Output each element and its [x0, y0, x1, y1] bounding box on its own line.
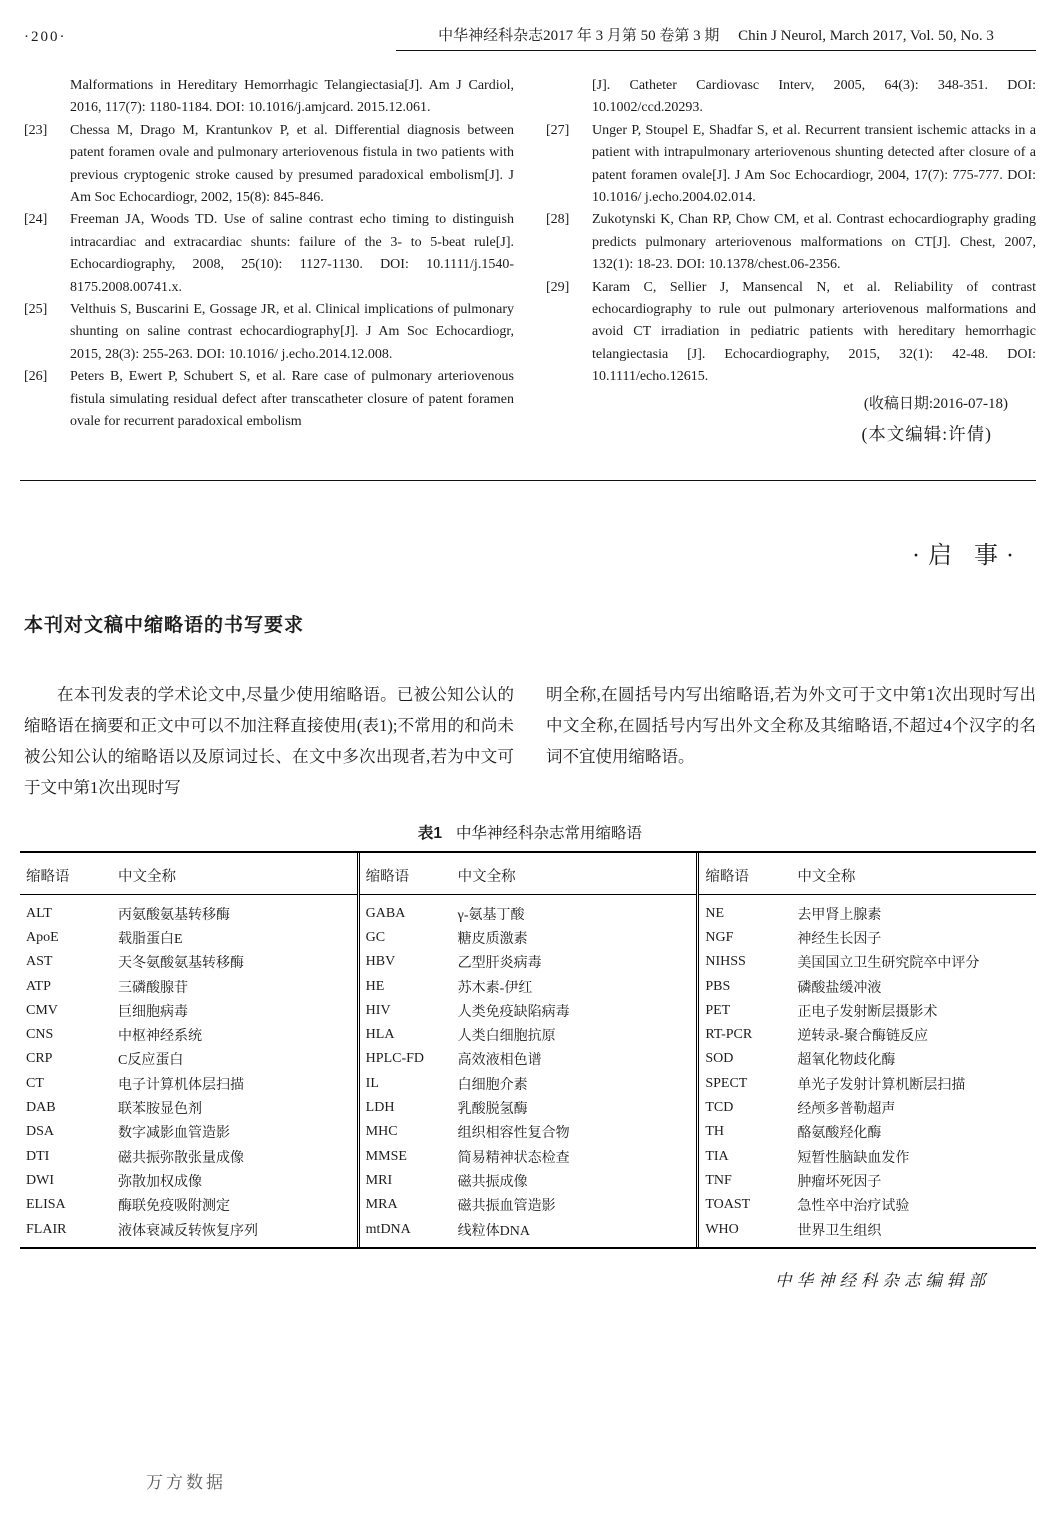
name-cell: 液体衰减反转恢复序列	[118, 1223, 258, 1239]
abbr-cell: MMSE	[365, 1148, 407, 1164]
references-section	[24, 75, 1036, 446]
abbr-cell: PBS	[705, 978, 731, 994]
reference-text: Freeman JA, Woods TD. Use of saline contrast echo timing to distinguish intracardiac and extracardiac shunts: failure of the 3- to 5-beat rule[J]. Echocardiography, 2008, 25(10): 1127-1130. DOI: 10.1111/j.1540-8175.2008.00741.x.	[70, 212, 514, 295]
abbr-cell: TCD	[705, 1100, 734, 1116]
abbr-cell: SOD	[705, 1051, 734, 1067]
column-header-name: 中文全称	[797, 868, 856, 885]
table-row	[20, 974, 357, 998]
abbr-cell: MHC	[365, 1124, 398, 1140]
table-title	[24, 821, 1036, 843]
abbr-cell: TOAST	[705, 1197, 751, 1213]
reference-number: [26]	[24, 369, 48, 385]
table-row	[699, 999, 1036, 1023]
name-cell: 乳酸脱氢酶	[457, 1102, 528, 1118]
reference-text: Velthuis S, Buscarini E, Gossage JR, et al. Clinical implications of pulmonary shunting on saline contrast echocardiography[J]. J Am Soc Echocardiogr, 2015, 28(3): 255-263. DOI: 10.1016/ j.echo.2014.12.008.	[70, 302, 514, 362]
column-header-abbr: 缩略语	[365, 868, 410, 885]
reference-text: Chessa M, Drago M, Krantunkov P, et al. Differential diagnosis between patent foramen ovale and pulmonary arteriovenous fistula in two patients with previous cryptogenic stroke caused by presumed paradoxical embolism[J]. J Am Soc Echocardiogr, 2002, 15(8): 845-846.	[70, 122, 514, 206]
name-cell: 去甲肾上腺素	[797, 907, 882, 923]
notice-paragraph-right: 明全称,在圆括号内写出缩略语,若为外文可于文中第1次出现时写出中文全称,在圆括号内写出外文全称及其缩略语,不超过4个汉字的名词不宜使用缩略语。	[546, 684, 1036, 766]
table-group-1	[20, 853, 357, 1247]
name-cell: 酶联免疫吸附测定	[118, 1199, 230, 1215]
reference-item	[546, 277, 1036, 389]
reference-number	[546, 75, 592, 120]
table-row	[699, 1193, 1036, 1217]
reference-text: [J]. Catheter Cardiovasc Interv, 2005, 64(3): 348-351. DOI: 10.1002/ccd.20293.	[592, 78, 1036, 116]
abbr-cell: LDH	[365, 1100, 395, 1116]
name-cell: 高效液相色谱	[457, 1053, 542, 1069]
abbr-cell: TH	[705, 1124, 725, 1140]
reference-text: Zukotynski K, Chan RP, Chow CM, et al. Contrast echocardiography grading predicts pulmonary arteriovenous malformations on CT[J]. Chest, 2007, 132(1): 18-23. DOI: 10.1378/chest.06-2356.	[592, 212, 1036, 273]
table-group-3	[696, 853, 1036, 1247]
reference-text: Malformations in Hereditary Hemorrhagic Telangiectasia[J]. Am J Cardiol, 2016, 117(7): 1180-1184. DOI: 10.1016/j.amjcard. 2015.12.061.	[70, 78, 514, 116]
notice-body	[24, 679, 1036, 803]
section-divider	[20, 480, 1036, 481]
abbr-cell: GC	[365, 929, 386, 945]
references-list-right	[546, 75, 1036, 389]
abbr-cell: DAB	[26, 1100, 56, 1116]
abbr-cell: NIHSS	[705, 954, 746, 970]
abbr-cell: MRI	[365, 1172, 393, 1188]
table-row	[360, 1144, 697, 1168]
table-header-row	[20, 853, 357, 895]
table-row	[360, 1193, 697, 1217]
name-cell: 神经生长因子	[797, 931, 882, 947]
table-row	[699, 1096, 1036, 1120]
reference-item	[546, 75, 1036, 120]
abbr-cell: HE	[365, 978, 385, 994]
references-column-left	[24, 75, 514, 446]
page-header	[24, 24, 1036, 51]
reference-number: [24]	[24, 212, 48, 228]
table-row	[20, 1169, 357, 1193]
table-row	[699, 1023, 1036, 1047]
abbr-cell: NE	[705, 905, 725, 921]
abbr-cell: DSA	[26, 1124, 55, 1140]
abbr-cell: HIV	[365, 1002, 391, 1018]
table-group-2	[357, 853, 697, 1247]
table-row	[699, 1169, 1036, 1193]
abbr-cell: HLA	[365, 1027, 395, 1043]
table-row	[699, 974, 1036, 998]
name-cell: 苏木素-伊红	[457, 980, 533, 996]
reference-item	[24, 120, 514, 210]
table-row	[360, 1023, 697, 1047]
table-row	[20, 902, 357, 926]
table-row	[699, 1120, 1036, 1144]
name-cell: 酪氨酸羟化酶	[797, 1126, 882, 1142]
name-cell: 短暂性脑缺血发作	[797, 1150, 910, 1166]
name-cell: 超氧化物歧化酶	[797, 1053, 896, 1069]
name-cell: 巨细胞病毒	[118, 1004, 188, 1020]
name-cell: 数字减影血管造影	[118, 1126, 230, 1142]
table-body	[360, 895, 697, 1247]
abbr-cell: CT	[26, 1075, 44, 1091]
abbr-cell: HPLC-FD	[365, 1051, 425, 1067]
name-cell: 组织相容性复合物	[457, 1126, 570, 1142]
abbr-cell: IL	[365, 1075, 379, 1091]
abbr-cell: MRA	[365, 1197, 398, 1213]
table-row	[20, 1144, 357, 1168]
abbr-cell: ALT	[26, 905, 52, 921]
table-row	[360, 999, 697, 1023]
reference-number: [29]	[546, 279, 570, 295]
name-cell: 磷酸盐缓冲液	[797, 980, 882, 996]
name-cell: 逆转录-聚合酶链反应	[797, 1029, 929, 1045]
table-row	[20, 950, 357, 974]
name-cell: 三磷酸腺苷	[118, 980, 188, 996]
name-cell: 天冬氨酸氨基转移酶	[118, 956, 244, 972]
reference-text: Karam C, Sellier J, Mansencal N, et al. Reliability of contrast echocardiography to rule out pulmonary arteriovenous malformations and avoid CT irradiation in pediatric patients with hereditary hemorrhagic telangiectasia [J]. Echocardiography, 2015, 32(1): 42-48. DOI: 10.1111/echo.12615.	[592, 279, 1036, 385]
table-row	[699, 902, 1036, 926]
abbr-cell: GABA	[365, 905, 406, 921]
name-cell: 经颅多普勒超声	[797, 1102, 896, 1118]
page-number: ·200·	[24, 29, 67, 45]
column-header-name: 中文全称	[118, 868, 176, 885]
reference-text: Peters B, Ewert P, Schubert S, et al. Rare case of pulmonary arteriovenous fistula simulating residual defect after transcatheter closure of patent foramen ovale for recurrent paradoxical embolism	[70, 369, 514, 430]
editor-note: (本文编辑:许倩)	[861, 424, 992, 445]
name-cell: 乙型肝炎病毒	[457, 956, 542, 972]
references-column-right	[546, 75, 1036, 446]
reference-text: Unger P, Stoupel E, Shadfar S, et al. Recurrent transient ischemic attacks in a patient with intrapulmonary arteriovenous shunting detected after closure of a patent foramen ovale[J]. J Am Soc Echocardiogr, 2004, 17(7): 775-777. DOI: 10.1016/ j.echo.2004.02.014.	[592, 122, 1036, 206]
notice-paragraph-left: 在本刊发表的学术论文中,尽量少使用缩略语。已被公知公认的缩略语在摘要和正文中可以不加注释直接使用(表1);不常用的和尚未被公知公认的缩略语以及原词过长、在文中多次出现者,若为中文可于文中第1次出现时写	[24, 684, 514, 797]
reference-item	[546, 209, 1036, 276]
reference-number: [28]	[546, 212, 570, 228]
table-row	[20, 1120, 357, 1144]
name-cell: C反应蛋白	[118, 1053, 184, 1069]
abbreviation-table	[20, 851, 1036, 1249]
abbr-cell: ELISA	[26, 1197, 66, 1213]
table-row	[699, 926, 1036, 950]
name-cell: 正电子发射断层摄影术	[797, 1004, 938, 1020]
name-cell: 丙氨酸氨基转移酶	[118, 907, 230, 923]
table-row	[360, 902, 697, 926]
reference-item	[24, 75, 514, 120]
name-cell: 中枢神经系统	[118, 1029, 202, 1045]
abbr-cell: CRP	[26, 1051, 53, 1067]
column-header-name: 中文全称	[457, 868, 516, 885]
abbr-cell: WHO	[705, 1221, 739, 1237]
table-row	[20, 1217, 357, 1241]
name-cell: 肿瘤坏死因子	[797, 1174, 882, 1190]
notice-badge: ·启 事·	[912, 542, 1022, 569]
table-label: 表1	[417, 824, 443, 842]
table-row	[360, 1072, 697, 1096]
name-cell: 载脂蛋白E	[118, 931, 183, 947]
abbr-cell: TNF	[705, 1172, 732, 1188]
reference-number: [27]	[546, 122, 570, 138]
table-header-row	[360, 853, 697, 895]
table-row	[699, 1217, 1036, 1241]
table-row	[360, 926, 697, 950]
abbr-cell: ATP	[26, 978, 51, 994]
table-row	[699, 1144, 1036, 1168]
reference-item	[24, 366, 514, 433]
name-cell: 白细胞介素	[457, 1077, 528, 1093]
abbr-cell: DTI	[26, 1148, 50, 1164]
name-cell: 磁共振血管造影	[457, 1199, 556, 1215]
table-row	[360, 1096, 697, 1120]
table-row	[20, 999, 357, 1023]
name-cell: 电子计算机体层扫描	[118, 1077, 244, 1093]
table-body	[20, 895, 357, 1247]
abbr-cell: CMV	[26, 1002, 58, 1018]
abbr-cell: CNS	[26, 1027, 54, 1043]
abbr-cell: ApoE	[26, 929, 59, 945]
received-date: (收稿日期:2016-07-18)	[863, 395, 1008, 412]
name-cell: 弥散加权成像	[118, 1174, 202, 1190]
reference-item	[546, 120, 1036, 210]
reference-number: [23]	[24, 122, 48, 138]
name-cell: 联苯胺显色剂	[118, 1102, 202, 1118]
abbr-cell: DWI	[26, 1172, 54, 1188]
name-cell: 世界卫生组织	[797, 1223, 882, 1239]
table-row	[20, 1047, 357, 1071]
abbr-cell: TIA	[705, 1148, 729, 1164]
watermark: 万方数据	[146, 1473, 226, 1492]
reference-number	[24, 75, 70, 120]
reference-item	[24, 299, 514, 366]
abbr-cell: RT-PCR	[705, 1027, 753, 1043]
notice-heading: 本刊对文稿中缩略语的书写要求	[24, 614, 305, 636]
table-row	[360, 950, 697, 974]
table-row	[360, 1120, 697, 1144]
abbr-cell: SPECT	[705, 1075, 748, 1091]
column-header-abbr: 缩略语	[26, 868, 70, 885]
name-cell: 人类白细胞抗原	[457, 1029, 556, 1045]
table-header-row	[699, 853, 1036, 895]
abbr-cell: mtDNA	[365, 1221, 411, 1237]
signature: 中华神经科杂志编辑部	[775, 1270, 990, 1290]
journal-title: 中华神经科杂志2017 年 3 月第 50 卷第 3 期 Chin J Neurol, March 2017, Vol. 50, No. 3	[396, 24, 1036, 51]
column-header-abbr: 缩略语	[705, 868, 749, 885]
reference-item	[24, 209, 514, 299]
table-row	[20, 1023, 357, 1047]
abbr-cell: HBV	[365, 954, 396, 970]
name-cell: 线粒体DNA	[457, 1223, 531, 1239]
table-row	[360, 1169, 697, 1193]
name-cell: 糖皮质激素	[457, 931, 528, 947]
table-title-text: 中华神经科杂志常用缩略语	[456, 824, 643, 842]
table-row	[699, 1072, 1036, 1096]
abbr-cell: PET	[705, 1002, 731, 1018]
table-row	[360, 974, 697, 998]
table-row	[699, 1047, 1036, 1071]
table-row	[20, 1096, 357, 1120]
abbr-cell: FLAIR	[26, 1221, 67, 1237]
name-cell: 急性卒中治疗试验	[797, 1199, 910, 1215]
reference-number: [25]	[24, 302, 48, 318]
table-row	[20, 1072, 357, 1096]
table-row	[20, 1193, 357, 1217]
name-cell: 美国国立卫生研究院卒中评分	[797, 956, 980, 972]
name-cell: 人类免疫缺陷病毒	[457, 1004, 570, 1020]
table-row	[360, 1047, 697, 1071]
table-row	[20, 926, 357, 950]
name-cell: 简易精神状态检查	[457, 1150, 570, 1166]
name-cell: γ-氨基丁酸	[457, 907, 525, 923]
name-cell: 单光子发射计算机断层扫描	[797, 1077, 966, 1093]
abbr-cell: NGF	[705, 929, 734, 945]
table-row	[360, 1217, 697, 1241]
table-body	[699, 895, 1036, 1247]
abbr-cell: AST	[26, 954, 53, 970]
name-cell: 磁共振成像	[457, 1174, 528, 1190]
name-cell: 磁共振弥散张量成像	[118, 1150, 244, 1166]
table-row	[699, 950, 1036, 974]
